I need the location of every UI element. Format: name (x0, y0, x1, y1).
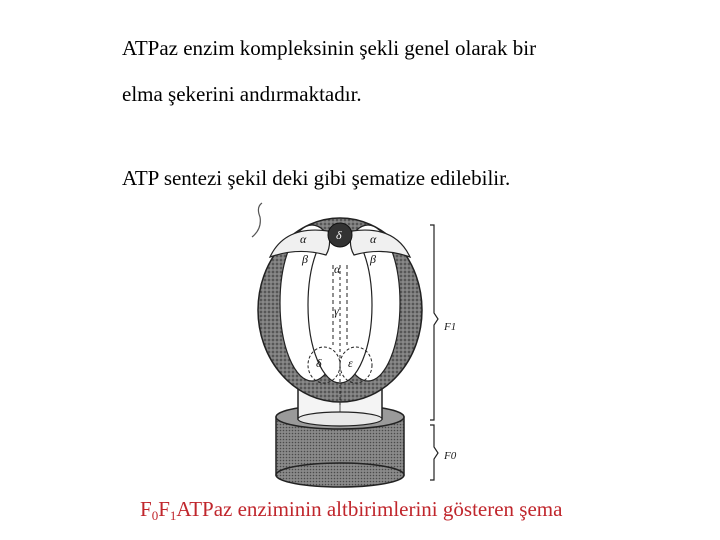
label-alpha-right: α (370, 232, 377, 246)
paragraph-line-1: ATPaz enzim kompleksinin şekli genel olarak bir (122, 36, 537, 60)
label-alpha-left: α (300, 232, 307, 246)
label-epsilon: ε (348, 356, 353, 370)
label-delta-top: δ (336, 228, 342, 242)
caption-sub-1: 1 (169, 508, 177, 523)
caption-text: ATPaz enziminin altbirimlerini gösteren şema (176, 497, 563, 521)
label-delta-bottom: δ (316, 356, 322, 370)
label-beta-right: β (370, 252, 376, 266)
label-alpha-center: α (334, 262, 341, 276)
f0-bracket (430, 425, 438, 480)
label-beta-left: β (302, 252, 308, 266)
figure-caption (140, 496, 562, 522)
f1-bracket (430, 225, 438, 420)
label-f0: F0 (444, 450, 457, 462)
label-gamma: γ (334, 304, 339, 318)
caption-f2: F (158, 497, 170, 521)
paragraph-line-2: elma şekerini andırmaktadır. (122, 82, 362, 106)
paragraph-line-3: ATP sentezi şekil deki gibi şematize edilebilir. (122, 166, 511, 190)
label-f1: F1 (444, 321, 457, 333)
caption-sub-0: 0 (151, 508, 159, 523)
atp-synthase-diagram (240, 195, 480, 495)
top-left-bracket (252, 203, 262, 237)
caption-f: F (140, 497, 152, 521)
